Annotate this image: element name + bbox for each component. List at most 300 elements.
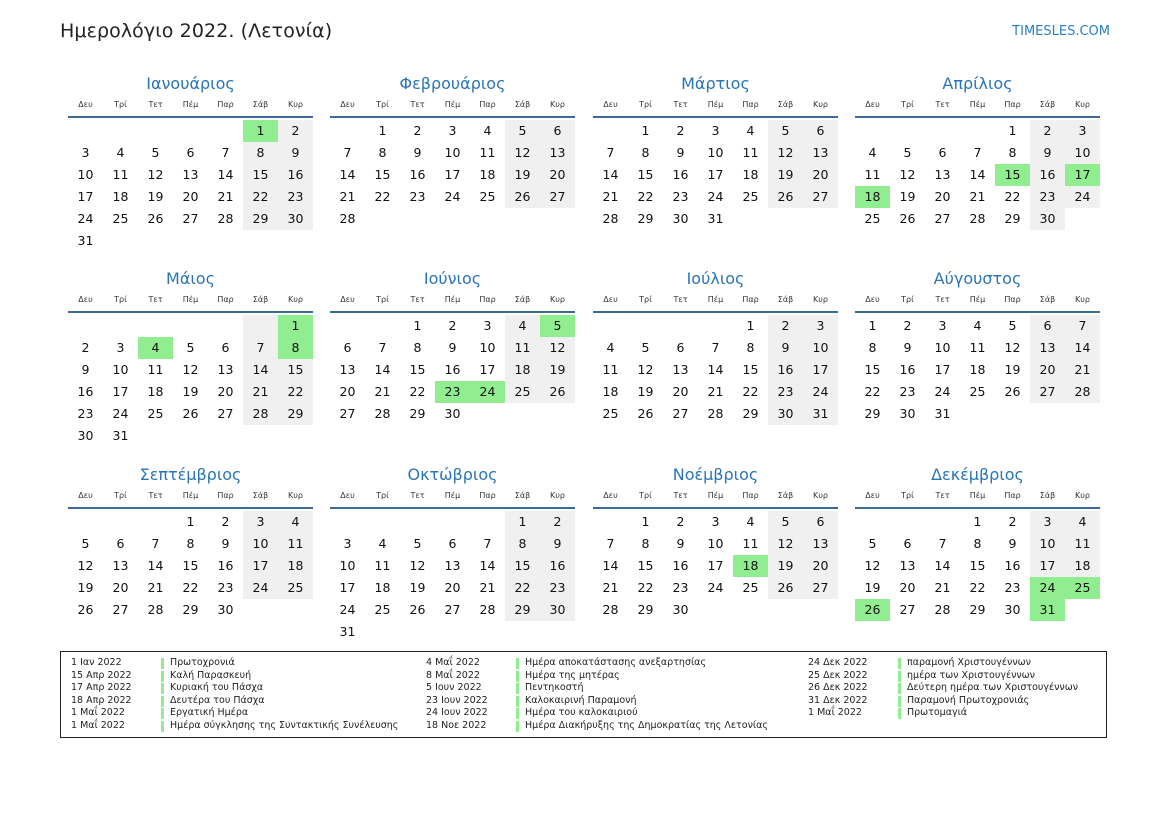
day-cell: 9: [540, 533, 575, 555]
day-cell: 27: [444, 602, 461, 617]
weekday-label: Παρ: [217, 491, 234, 500]
day-grid: [68, 118, 313, 252]
weekday-label: Παρ: [742, 100, 759, 109]
day-cell: 4: [483, 123, 492, 138]
day-cell: 27: [540, 186, 575, 208]
day-cell: 13: [803, 533, 838, 555]
day-cell: 21: [147, 580, 164, 595]
empty-cell: [330, 315, 365, 337]
day-cell: 11: [864, 167, 881, 182]
month-calendar: [593, 70, 838, 230]
day-cell: 12: [768, 142, 803, 164]
holiday-name: Καλοκαιρινή Παραμονή: [525, 694, 637, 706]
page-title: Ημερολόγιο 2022. (Λετονία): [60, 20, 333, 42]
day-cell: 21: [374, 384, 391, 399]
weekday-label: Τρί: [901, 295, 914, 304]
day-cell: 12: [1004, 340, 1021, 355]
holiday-day-cell: 26: [855, 599, 890, 621]
day-cell: 23: [768, 381, 803, 403]
holiday-name: Πρωτομαγιά: [907, 707, 968, 718]
day-cell: 13: [899, 558, 916, 573]
day-cell: 29: [243, 208, 278, 230]
day-cell: 1: [973, 514, 982, 529]
weekday-label: Κυρ: [288, 491, 303, 500]
holiday-row: [71, 657, 398, 670]
day-cell: 12: [182, 362, 199, 377]
holiday-row: [71, 707, 398, 720]
empty-cell: [103, 315, 138, 337]
empty-cell: [400, 511, 435, 533]
day-cell: 24: [243, 577, 278, 599]
weekday-label: Πέμ: [444, 295, 461, 304]
day-cell: 30: [899, 406, 916, 421]
holiday-day-cell: 17: [1065, 164, 1100, 186]
day-cell: 14: [147, 558, 164, 573]
day-grid: [330, 509, 575, 643]
day-cell: 30: [672, 211, 689, 226]
day-cell: 7: [1065, 315, 1100, 337]
day-cell: 15: [742, 362, 759, 377]
day-cell: 21: [339, 189, 356, 204]
month-name: Ιανουάριος: [146, 74, 235, 93]
day-cell: 3: [116, 340, 125, 355]
day-cell: 10: [339, 558, 356, 573]
month-calendar: [330, 461, 575, 643]
day-cell: 21: [934, 580, 951, 595]
day-cell: 2: [448, 318, 457, 333]
day-cell: 17: [444, 167, 461, 182]
day-grid: [593, 118, 838, 230]
day-cell: 23: [409, 189, 426, 204]
day-cell: 18: [112, 189, 129, 204]
holiday-name: Κυριακή του Πάσχα: [170, 682, 264, 693]
holiday-row: [426, 657, 768, 670]
weekday-label: Τετ: [148, 295, 163, 304]
day-cell: 12: [77, 558, 94, 573]
day-cell: 28: [217, 211, 234, 226]
day-cell: 24: [707, 580, 724, 595]
day-cell: 19: [899, 189, 916, 204]
day-cell: 16: [77, 384, 94, 399]
empty-cell: [330, 511, 365, 533]
weekday-label: Τετ: [673, 295, 688, 304]
day-cell: 19: [1004, 362, 1021, 377]
day-cell: 24: [444, 189, 461, 204]
holiday-row: [71, 682, 398, 695]
weekday-label: Κυρ: [550, 295, 565, 304]
day-cell: 20: [182, 189, 199, 204]
weekday-label: Δευ: [340, 491, 355, 500]
day-cell: 1: [641, 514, 650, 529]
day-cell: 5: [768, 120, 803, 142]
day-cell: 20: [672, 384, 689, 399]
weekday-label: Σάβ: [514, 100, 531, 109]
day-cell: 26: [409, 602, 426, 617]
day-cell: 17: [112, 384, 129, 399]
weekday-label: Παρ: [479, 491, 496, 500]
empty-cell: [925, 120, 960, 142]
day-cell: 16: [540, 555, 575, 577]
weekday-label: Δευ: [78, 100, 93, 109]
day-cell: 20: [217, 384, 234, 399]
weekday-label: Παρ: [742, 491, 759, 500]
weekday-label: Τρί: [901, 100, 914, 109]
day-cell: 12: [864, 558, 881, 573]
holiday-day-cell: 15: [995, 164, 1030, 186]
day-cell: 7: [378, 340, 387, 355]
day-cell: 6: [540, 120, 575, 142]
day-cell: 17: [1030, 555, 1065, 577]
day-cell: 6: [116, 536, 125, 551]
day-cell: 15: [637, 167, 654, 182]
day-grid: [68, 313, 313, 447]
day-cell: 7: [711, 340, 720, 355]
day-cell: 26: [1004, 384, 1021, 399]
day-cell: 10: [243, 533, 278, 555]
empty-cell: [208, 315, 243, 337]
day-cell: 21: [969, 189, 986, 204]
day-cell: 30: [1030, 208, 1065, 230]
day-cell: 8: [868, 340, 877, 355]
day-cell: 22: [1004, 189, 1021, 204]
day-cell: 21: [602, 580, 619, 595]
day-cell: 21: [602, 189, 619, 204]
month-name: Δεκέμβριος: [931, 465, 1024, 484]
day-cell: 12: [768, 533, 803, 555]
day-cell: 28: [243, 403, 278, 425]
day-cell: 6: [343, 340, 352, 355]
day-cell: 3: [483, 318, 492, 333]
day-cell: 14: [217, 167, 234, 182]
day-grid: [593, 313, 838, 425]
holiday-day-cell: 24: [1030, 577, 1065, 599]
holiday-marker: [898, 696, 901, 707]
day-cell: 1: [186, 514, 195, 529]
holiday-row: [808, 682, 1078, 695]
holiday-day-cell: 1: [278, 315, 313, 337]
day-cell: 2: [1008, 514, 1017, 529]
weekday-label: Τετ: [148, 491, 163, 500]
weekday-header: [68, 489, 313, 509]
holiday-date: 1 Ιαν 2022: [71, 657, 122, 668]
day-cell: 22: [182, 580, 199, 595]
day-cell: 5: [1008, 318, 1017, 333]
holiday-column: [426, 657, 768, 732]
empty-cell: [208, 120, 243, 142]
day-cell: 9: [1030, 142, 1065, 164]
weekday-label: Κυρ: [813, 295, 828, 304]
day-cell: 19: [637, 384, 654, 399]
site-link[interactable]: TIMESLES.COM: [1012, 24, 1110, 39]
weekday-label: Τρί: [376, 295, 389, 304]
day-cell: 20: [444, 580, 461, 595]
holiday-date: 5 Ιουν 2022: [426, 682, 482, 693]
day-grid: [330, 118, 575, 230]
weekday-label: Τετ: [935, 100, 950, 109]
weekday-label: Τρί: [376, 491, 389, 500]
day-cell: 3: [243, 511, 278, 533]
day-cell: 13: [803, 142, 838, 164]
day-cell: 14: [602, 167, 619, 182]
day-cell: 10: [707, 536, 724, 551]
day-cell: 30: [278, 208, 313, 230]
day-cell: 11: [742, 536, 759, 551]
weekday-label: Παρ: [479, 295, 496, 304]
day-cell: 10: [1065, 142, 1100, 164]
weekday-label: Τετ: [935, 295, 950, 304]
day-cell: 5: [81, 536, 90, 551]
weekday-label: Δευ: [78, 491, 93, 500]
holiday-marker: [516, 721, 519, 732]
day-cell: 29: [182, 602, 199, 617]
day-cell: 29: [505, 599, 540, 621]
empty-cell: [330, 120, 365, 142]
day-cell: 4: [973, 318, 982, 333]
day-cell: 23: [540, 577, 575, 599]
month-name: Μάρτιος: [681, 74, 750, 93]
day-cell: 6: [938, 145, 947, 160]
weekday-label: Πέμ: [182, 491, 199, 500]
holiday-day-cell: 31: [1030, 599, 1065, 621]
weekday-header: [855, 98, 1100, 118]
holiday-marker: [161, 721, 164, 732]
weekday-label: Τρί: [901, 491, 914, 500]
day-cell: 12: [899, 167, 916, 182]
weekday-label: Σάβ: [777, 100, 794, 109]
day-cell: 23: [1030, 186, 1065, 208]
day-cell: 11: [602, 362, 619, 377]
day-cell: 26: [540, 381, 575, 403]
day-cell: 19: [182, 384, 199, 399]
holiday-date: 26 Δεκ 2022: [808, 682, 868, 693]
weekday-header: [330, 489, 575, 509]
day-cell: 23: [77, 406, 94, 421]
day-cell: 25: [278, 577, 313, 599]
holiday-row: [71, 695, 398, 708]
day-cell: 11: [112, 167, 129, 182]
day-cell: 7: [938, 536, 947, 551]
day-cell: 27: [339, 406, 356, 421]
day-cell: 26: [768, 577, 803, 599]
day-cell: 11: [969, 340, 986, 355]
holiday-row: [71, 720, 398, 733]
day-cell: 16: [217, 558, 234, 573]
day-cell: 6: [903, 536, 912, 551]
day-cell: 31: [77, 233, 94, 248]
day-cell: 5: [186, 340, 195, 355]
month-name: Ιούλιος: [686, 269, 745, 288]
day-cell: 4: [868, 145, 877, 160]
holiday-date: 4 Μαΐ 2022: [426, 657, 480, 668]
empty-cell: [628, 315, 663, 337]
day-cell: 25: [505, 381, 540, 403]
weekday-label: Τετ: [673, 100, 688, 109]
day-cell: 8: [1008, 145, 1017, 160]
day-cell: 2: [81, 340, 90, 355]
day-cell: 20: [1030, 359, 1065, 381]
day-cell: 5: [641, 340, 650, 355]
day-cell: 1: [1008, 123, 1017, 138]
weekday-label: Δευ: [603, 100, 618, 109]
day-cell: 7: [221, 145, 230, 160]
day-cell: 20: [112, 580, 129, 595]
day-cell: 21: [707, 384, 724, 399]
weekday-label: Τρί: [639, 100, 652, 109]
day-cell: 29: [637, 211, 654, 226]
empty-cell: [890, 511, 925, 533]
day-cell: 16: [1030, 164, 1065, 186]
empty-cell: [365, 315, 400, 337]
day-cell: 17: [339, 580, 356, 595]
day-cell: 16: [278, 164, 313, 186]
day-cell: 21: [243, 381, 278, 403]
weekday-label: Κυρ: [550, 100, 565, 109]
weekday-label: Σάβ: [514, 295, 531, 304]
weekday-label: Δευ: [340, 295, 355, 304]
day-cell: 12: [409, 558, 426, 573]
weekday-label: Πέμ: [182, 100, 199, 109]
day-cell: 5: [505, 120, 540, 142]
holiday-name: Δεύτερη ημέρα των Χριστουγέννων: [907, 682, 1079, 693]
day-cell: 11: [742, 145, 759, 160]
day-cell: 10: [1030, 533, 1065, 555]
day-cell: 29: [278, 403, 313, 425]
day-cell: 19: [409, 580, 426, 595]
day-cell: 3: [448, 123, 457, 138]
day-cell: 17: [479, 362, 496, 377]
weekday-label: Τρί: [114, 491, 127, 500]
holiday-row: [426, 695, 768, 708]
day-cell: 19: [768, 164, 803, 186]
empty-cell: [68, 511, 103, 533]
day-cell: 13: [339, 362, 356, 377]
month-name: Νοέμβριος: [672, 465, 759, 484]
day-cell: 2: [676, 514, 685, 529]
day-cell: 19: [505, 164, 540, 186]
holiday-date: 17 Απρ 2022: [71, 682, 132, 693]
weekday-label: Πέμ: [444, 491, 461, 500]
day-cell: 15: [409, 362, 426, 377]
day-cell: 26: [768, 186, 803, 208]
weekday-label: Κυρ: [813, 491, 828, 500]
holiday-marker: [516, 696, 519, 707]
weekday-label: Παρ: [217, 295, 234, 304]
day-cell: 14: [969, 167, 986, 182]
day-cell: 28: [1065, 381, 1100, 403]
day-cell: 9: [903, 340, 912, 355]
weekday-label: Κυρ: [1075, 100, 1090, 109]
day-cell: 3: [1065, 120, 1100, 142]
month-name: Ιούνιος: [423, 269, 482, 288]
day-cell: 16: [672, 167, 689, 182]
empty-cell: [138, 315, 173, 337]
day-cell: 22: [637, 580, 654, 595]
holiday-row: [71, 670, 398, 683]
day-cell: 28: [707, 406, 724, 421]
day-cell: 16: [768, 359, 803, 381]
empty-cell: [103, 511, 138, 533]
weekday-label: Κυρ: [550, 491, 565, 500]
day-cell: 22: [969, 580, 986, 595]
weekday-label: Δευ: [78, 295, 93, 304]
holiday-marker: [161, 658, 164, 669]
day-cell: 9: [221, 536, 230, 551]
day-cell: 31: [339, 624, 356, 639]
day-cell: 2: [903, 318, 912, 333]
holiday-row: [426, 707, 768, 720]
weekday-label: Τετ: [410, 491, 425, 500]
day-cell: 2: [278, 120, 313, 142]
weekday-header: [68, 293, 313, 313]
day-cell: 8: [641, 536, 650, 551]
day-cell: 17: [77, 189, 94, 204]
weekday-label: Σάβ: [252, 100, 269, 109]
day-cell: 2: [768, 315, 803, 337]
day-cell: 5: [868, 536, 877, 551]
holiday-column: [71, 657, 398, 732]
day-cell: 25: [969, 384, 986, 399]
day-cell: 15: [864, 362, 881, 377]
day-cell: 9: [676, 536, 685, 551]
holiday-marker: [516, 708, 519, 719]
holiday-name: Ημέρα του καλοκαιριού: [525, 707, 638, 718]
holiday-marker: [898, 708, 901, 719]
empty-cell: [663, 315, 698, 337]
day-cell: 10: [707, 145, 724, 160]
day-cell: 4: [116, 145, 125, 160]
day-grid: [330, 313, 575, 425]
day-cell: 24: [934, 384, 951, 399]
day-cell: 20: [899, 580, 916, 595]
holiday-row: [808, 707, 1078, 720]
day-cell: 16: [672, 558, 689, 573]
day-cell: 14: [243, 359, 278, 381]
weekday-label: Παρ: [742, 295, 759, 304]
weekday-label: Τρί: [639, 295, 652, 304]
empty-cell: [890, 120, 925, 142]
day-cell: 4: [378, 536, 387, 551]
day-cell: 17: [707, 167, 724, 182]
day-cell: 15: [182, 558, 199, 573]
day-cell: 24: [112, 406, 129, 421]
weekday-header: [593, 98, 838, 118]
day-cell: 29: [637, 602, 654, 617]
day-cell: 17: [803, 359, 838, 381]
day-cell: 3: [803, 315, 838, 337]
day-cell: 28: [969, 211, 986, 226]
weekday-label: Τρί: [114, 295, 127, 304]
day-cell: 8: [973, 536, 982, 551]
month-name: Σεπτέμβριος: [139, 465, 242, 484]
day-cell: 11: [278, 533, 313, 555]
day-cell: 26: [637, 406, 654, 421]
day-cell: 10: [444, 145, 461, 160]
day-cell: 30: [1004, 602, 1021, 617]
day-cell: 14: [479, 558, 496, 573]
month-calendar: [593, 265, 838, 425]
day-cell: 13: [672, 362, 689, 377]
day-grid: [68, 509, 313, 621]
weekday-label: Κυρ: [813, 100, 828, 109]
empty-cell: [173, 315, 208, 337]
holiday-name: Εργατική Ημέρα: [170, 707, 249, 718]
day-cell: 9: [413, 145, 422, 160]
day-cell: 21: [479, 580, 496, 595]
holiday-marker: [161, 671, 164, 682]
day-cell: 29: [1004, 211, 1021, 226]
day-cell: 18: [479, 167, 496, 182]
weekday-label: Πέμ: [707, 100, 724, 109]
